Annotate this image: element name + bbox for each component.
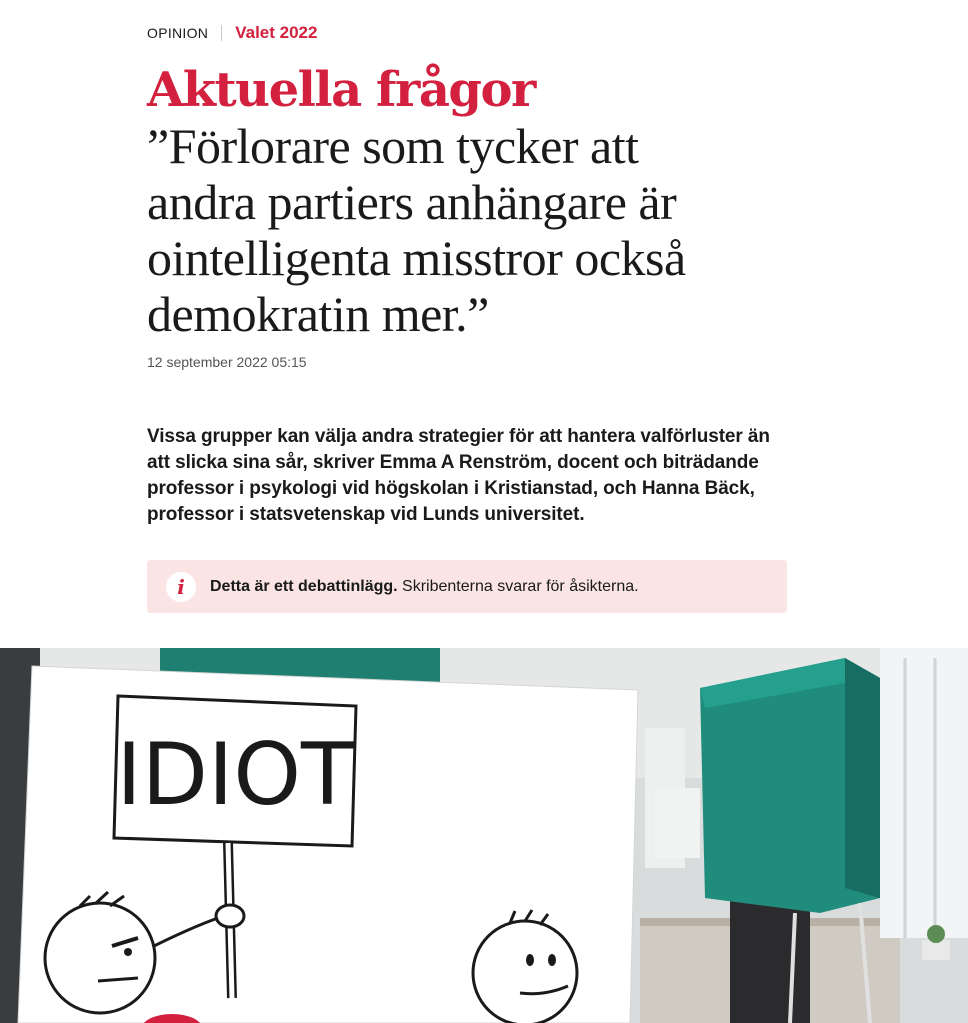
notice-strong: Detta är ett debattinlägg. xyxy=(210,577,398,595)
vignette-title: Aktuella frågor xyxy=(147,62,535,118)
topic-tag-link[interactable]: Valet 2022 xyxy=(235,23,318,42)
info-icon: i xyxy=(166,572,196,602)
debate-notice xyxy=(147,560,787,613)
notice-text xyxy=(210,578,639,596)
notice-rest: Skribenterna svarar för åsikterna. xyxy=(397,577,639,595)
kicker xyxy=(147,22,317,44)
section-label[interactable]: OPINION xyxy=(147,25,209,41)
kicker-divider xyxy=(221,25,222,41)
hero-illustration xyxy=(0,648,968,1023)
sign-text: IDIOT xyxy=(116,725,354,825)
publish-date: 12 september 2022 05:15 xyxy=(147,354,307,370)
headline-line: andra partiers anhängare är xyxy=(147,174,677,230)
headline-line: ointelligenta misstror också xyxy=(147,230,686,286)
headline-line: demokratin mer.” xyxy=(147,286,489,342)
headline-line: ”Förlorare som tycker att xyxy=(147,118,639,174)
lead-paragraph: Vissa grupper kan välja andra strategier för att hantera valförluster än att slicka sina sår, skriver Emma A Renström, docent och biträdande professor i psykologi vid högskolan i Kristianstad, och Hanna Bäck, professor i statsvetenskap vid Lunds universitet. xyxy=(147,426,770,525)
headline xyxy=(147,118,787,342)
hero-image[interactable] xyxy=(0,648,968,1023)
